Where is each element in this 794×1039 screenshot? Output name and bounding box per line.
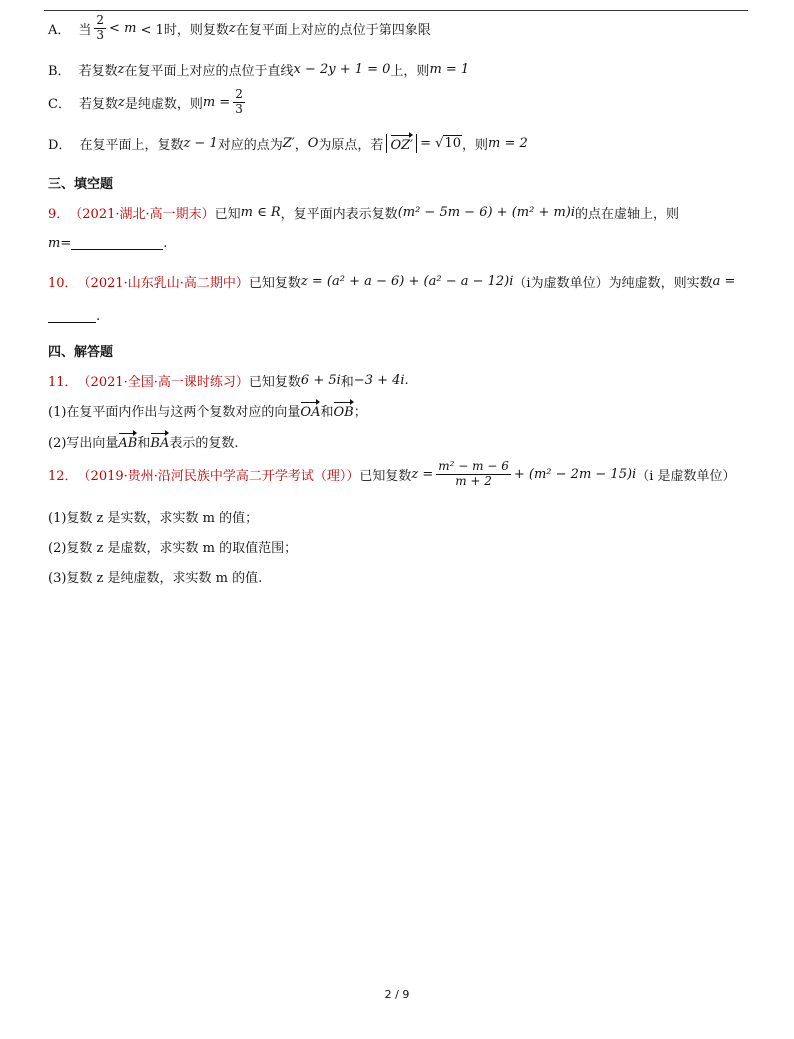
option-a-label: A． — [48, 22, 71, 38]
option-a-fraction — [94, 14, 106, 43]
fraction-denominator: 3 — [96, 27, 105, 42]
question-12-fraction — [436, 460, 511, 489]
option-d-text: ， — [294, 138, 308, 153]
vector-ob: OB — [333, 401, 353, 420]
question-number: 12． — [48, 468, 78, 484]
question-text: 和 — [340, 375, 354, 390]
math-variable: Z′ — [282, 136, 295, 151]
math-variable: z — [117, 62, 125, 77]
math-expression: m = 2 — [488, 136, 528, 151]
vector-ba: BA — [150, 432, 169, 451]
question-9-answer — [48, 236, 167, 251]
fraction-denominator: m + 2 — [455, 473, 492, 488]
question-number: 9． — [48, 207, 70, 222]
question-text: （i为虚数单位）为纯虚数，则实数 — [513, 276, 713, 291]
math-expression: z − 1 — [183, 136, 218, 151]
math-expression: m = 1 — [429, 62, 470, 77]
fraction-numerator: 2 — [96, 13, 105, 27]
math-symbol: = — [420, 136, 431, 151]
question-12-part-3: (3)复数 z 是纯虚数，求实数 m 的值. — [48, 571, 263, 586]
math-expression: m = — [202, 94, 231, 110]
vector-oa: OA — [300, 401, 320, 420]
header-rule — [44, 10, 748, 11]
math-expression: x − 2y + 1 = 0 — [293, 62, 391, 77]
question-number: 10． — [48, 276, 78, 291]
radicand: 10 — [444, 136, 461, 151]
question-11 — [48, 371, 409, 390]
option-b-text: 若复数 — [78, 64, 118, 79]
option-b-label: B． — [48, 64, 71, 79]
question-source: （2019·贵州·沿河民族中学高二开学考试（理）） — [77, 468, 360, 484]
section-answer-title: 四、解答题 — [48, 345, 114, 360]
option-a-text: 当 — [78, 22, 92, 38]
question-source: （2021·湖北·高一期末） — [69, 207, 215, 222]
question-text: . — [163, 236, 168, 251]
modulus — [386, 134, 417, 153]
answer-label: m= — [48, 236, 72, 251]
option-d-text: ，则 — [461, 138, 488, 153]
question-text: (2)写出向量 — [48, 436, 119, 451]
math-variable: z — [228, 20, 236, 36]
question-text: 表示的复数. — [169, 436, 239, 451]
question-text: ，复平面内表示复数 — [280, 207, 398, 222]
question-text: 已知 — [214, 207, 241, 222]
question-text: 已知复数 — [248, 375, 301, 390]
math-variable: O — [307, 136, 319, 151]
math-variable: z — [117, 94, 125, 110]
option-a — [48, 14, 431, 43]
square-root: √10 — [435, 136, 461, 151]
question-11-part-1 — [48, 401, 367, 420]
option-c — [48, 88, 248, 117]
question-text: 和 — [137, 436, 151, 451]
question-text: 已知复数 — [248, 276, 301, 291]
question-text: 的点在虚轴上，则 — [575, 207, 680, 222]
question-text: ； — [353, 405, 367, 420]
option-c-text: 若复数 — [78, 96, 118, 112]
math-expression: −3 + 4i — [353, 373, 405, 388]
section-fill-in-title: 三、填空题 — [48, 177, 114, 192]
question-text: . — [96, 309, 101, 324]
question-text: (1)在复平面内作出与这两个复数对应的向量 — [48, 405, 301, 420]
question-source: （2021·全国·高一课时练习） — [77, 375, 249, 390]
fraction-denominator: 3 — [235, 101, 243, 116]
question-text: （i 是虚数单位） — [636, 468, 736, 484]
page-number: 2 / 9 — [384, 988, 410, 1001]
option-d-text: 对应的点为 — [217, 138, 283, 153]
fraction-numerator: 2 — [235, 87, 243, 101]
math-symbol: < — [109, 20, 120, 36]
option-c-text: 是纯虚数，则 — [124, 96, 203, 112]
question-source: （2021·山东乳山·高二期中） — [77, 276, 249, 291]
question-number: 11． — [48, 375, 78, 390]
question-10-answer — [48, 309, 100, 324]
option-c-label: C． — [48, 96, 71, 112]
question-12-part-2: (2)复数 z 是虚数，求实数 m 的取值范围； — [48, 541, 298, 556]
answer-blank[interactable] — [71, 237, 163, 250]
option-c-fraction — [233, 88, 245, 117]
vector-oz-prime: OZ′ — [390, 134, 413, 153]
question-11-part-2 — [48, 432, 238, 451]
math-expression: 6 + 5i — [300, 373, 341, 388]
option-d-text: 为原点，若 — [318, 138, 384, 153]
option-b — [48, 60, 469, 79]
question-text: 已知复数 — [359, 468, 412, 484]
answer-blank[interactable] — [48, 310, 96, 323]
option-d-label: D． — [48, 138, 72, 153]
question-text: 和 — [320, 405, 334, 420]
vector-ab: AB — [118, 432, 137, 451]
option-b-text: 上，则 — [390, 64, 430, 79]
option-a-text: 在复平面上对应的点位于第四象限 — [235, 22, 431, 38]
math-variable: m — [124, 20, 137, 36]
math-expression: a = — [712, 274, 736, 289]
fraction-numerator: m² − m − 6 — [438, 459, 509, 473]
question-text: . — [404, 373, 409, 388]
math-expression: z = — [411, 466, 434, 482]
math-expression: m ∈ R — [240, 205, 281, 220]
option-d — [48, 134, 528, 153]
option-a-text: < 1时，则复数 — [140, 22, 229, 38]
question-12-part-1: (1)复数 z 是实数，求实数 m 的值； — [48, 511, 259, 526]
math-expression: (m² − 5m − 6) + (m² + m)i — [397, 205, 576, 220]
math-expression: z = (a² + a − 6) + (a² − a − 12)i — [300, 274, 514, 289]
question-10 — [48, 272, 735, 291]
option-d-text: 在复平面上，复数 — [79, 138, 184, 153]
math-expression: + (m² − 2m − 15)i — [513, 466, 637, 482]
option-b-text: 在复平面上对应的点位于直线 — [124, 64, 294, 79]
question-12 — [48, 460, 736, 489]
question-9 — [48, 203, 679, 222]
